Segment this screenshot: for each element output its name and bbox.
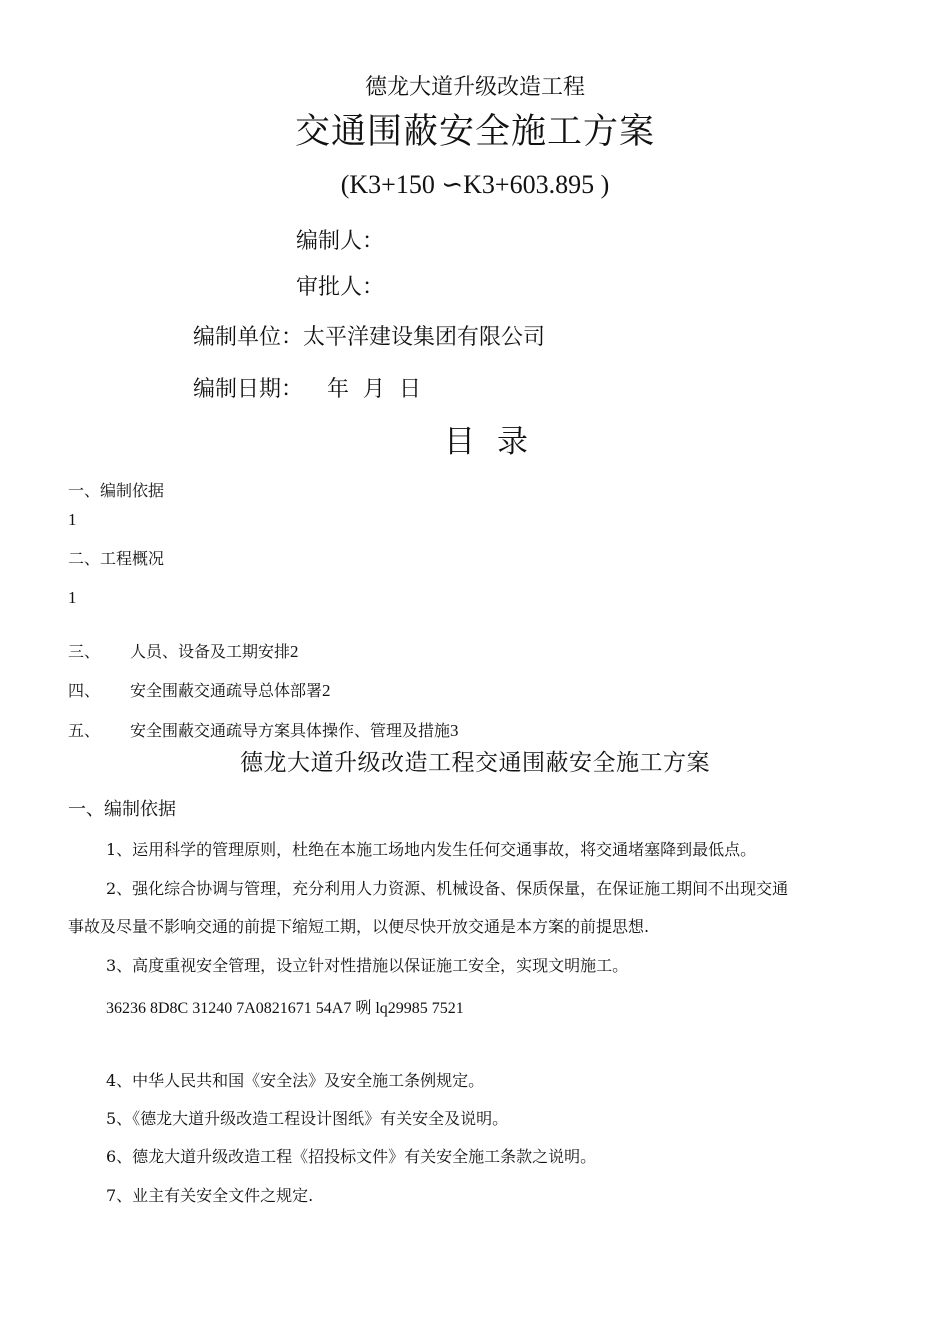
- toc-item-label: 安全围蔽交通疏导方案具体操作、管理及措施: [130, 721, 451, 740]
- toc-item-1-page: [68, 510, 77, 530]
- paragraph: 3、高度重视安全管理，设立针对性措施以保证施工安全，实现文明施工。: [106, 956, 629, 975]
- toc-item-5: [68, 718, 459, 741]
- section-heading: 一、编制依据: [68, 799, 176, 820]
- date-day: 日: [399, 377, 422, 402]
- paragraph: 1、运用科学的管理原则，杜绝在本施工场地内发生任何交通事故，将交通堵塞降到最低点。: [106, 840, 757, 859]
- toc-item-label: 一、编制依据: [68, 481, 165, 500]
- document-title: 交通围蔽安全施工方案: [294, 112, 655, 152]
- date-month: 月: [363, 377, 386, 402]
- date-label: 编制日期：: [193, 377, 304, 402]
- toc-page-number: 3: [450, 721, 459, 740]
- unit-field: [193, 320, 545, 351]
- code-line: 36236 8D8C 31240 7A0821671 54A7 咧 lq29985 7521: [106, 1000, 464, 1017]
- paragraph: 7、业主有关安全文件之规定.: [106, 1186, 314, 1205]
- toc-page-number: 1: [68, 510, 77, 529]
- unit-label: 编制单位：: [193, 325, 304, 350]
- toc-page-number: 2: [322, 681, 331, 700]
- toc-page-number: 1: [68, 588, 77, 607]
- approver-label: 审批人：: [296, 275, 385, 300]
- toc-item-prefix: 五、: [68, 721, 101, 740]
- date-year: 年: [327, 377, 350, 402]
- toc-item-3: [68, 639, 299, 662]
- approver-field: [296, 270, 384, 301]
- chainage-range: (K3+150 ∽K3+603.895 ): [340, 170, 610, 199]
- body-title: 德龙大道升级改造工程交通围蔽安全施工方案: [240, 750, 710, 776]
- paragraph: 6、德龙大道升级改造工程《招投标文件》有关安全施工条款之说明。: [106, 1147, 597, 1166]
- toc-item-4: [68, 678, 331, 701]
- paragraph: 4、中华人民共和国《安全法》及安全施工条例规定。: [106, 1071, 485, 1090]
- unit-value: 太平洋建设集团有限公司: [303, 325, 546, 350]
- project-subtitle: 德龙大道升级改造工程: [364, 75, 585, 100]
- toc-item-label: 安全围蔽交通疏导总体部署: [130, 681, 323, 700]
- toc-title: 目录: [444, 424, 550, 460]
- toc-item-prefix: 四、: [68, 681, 101, 700]
- toc-page-number: 2: [290, 642, 299, 661]
- date-field: [193, 372, 421, 403]
- paragraph-continuation: 事故及尽量不影响交通的前提下缩短工期，以便尽快开放交通是本方案的前提思想.: [68, 917, 650, 936]
- toc-item-1: [68, 478, 164, 501]
- paragraph: 2、强化综合协调与管理，充分利用人力资源、机械设备、保质保量，在保证施工期间不出现交通: [106, 879, 789, 898]
- toc-item-label: 二、工程概况: [68, 549, 165, 568]
- paragraph: 5、《德龙大道升级改造工程设计图纸》有关安全及说明。: [106, 1109, 509, 1128]
- editor-label: 编制人：: [296, 229, 385, 254]
- editor-field: [296, 224, 384, 255]
- toc-item-prefix: 三、: [68, 642, 101, 661]
- toc-item-label: 人员、设备及工期安排: [130, 642, 291, 661]
- toc-item-2: [68, 546, 164, 569]
- toc-item-2-page: [68, 588, 77, 608]
